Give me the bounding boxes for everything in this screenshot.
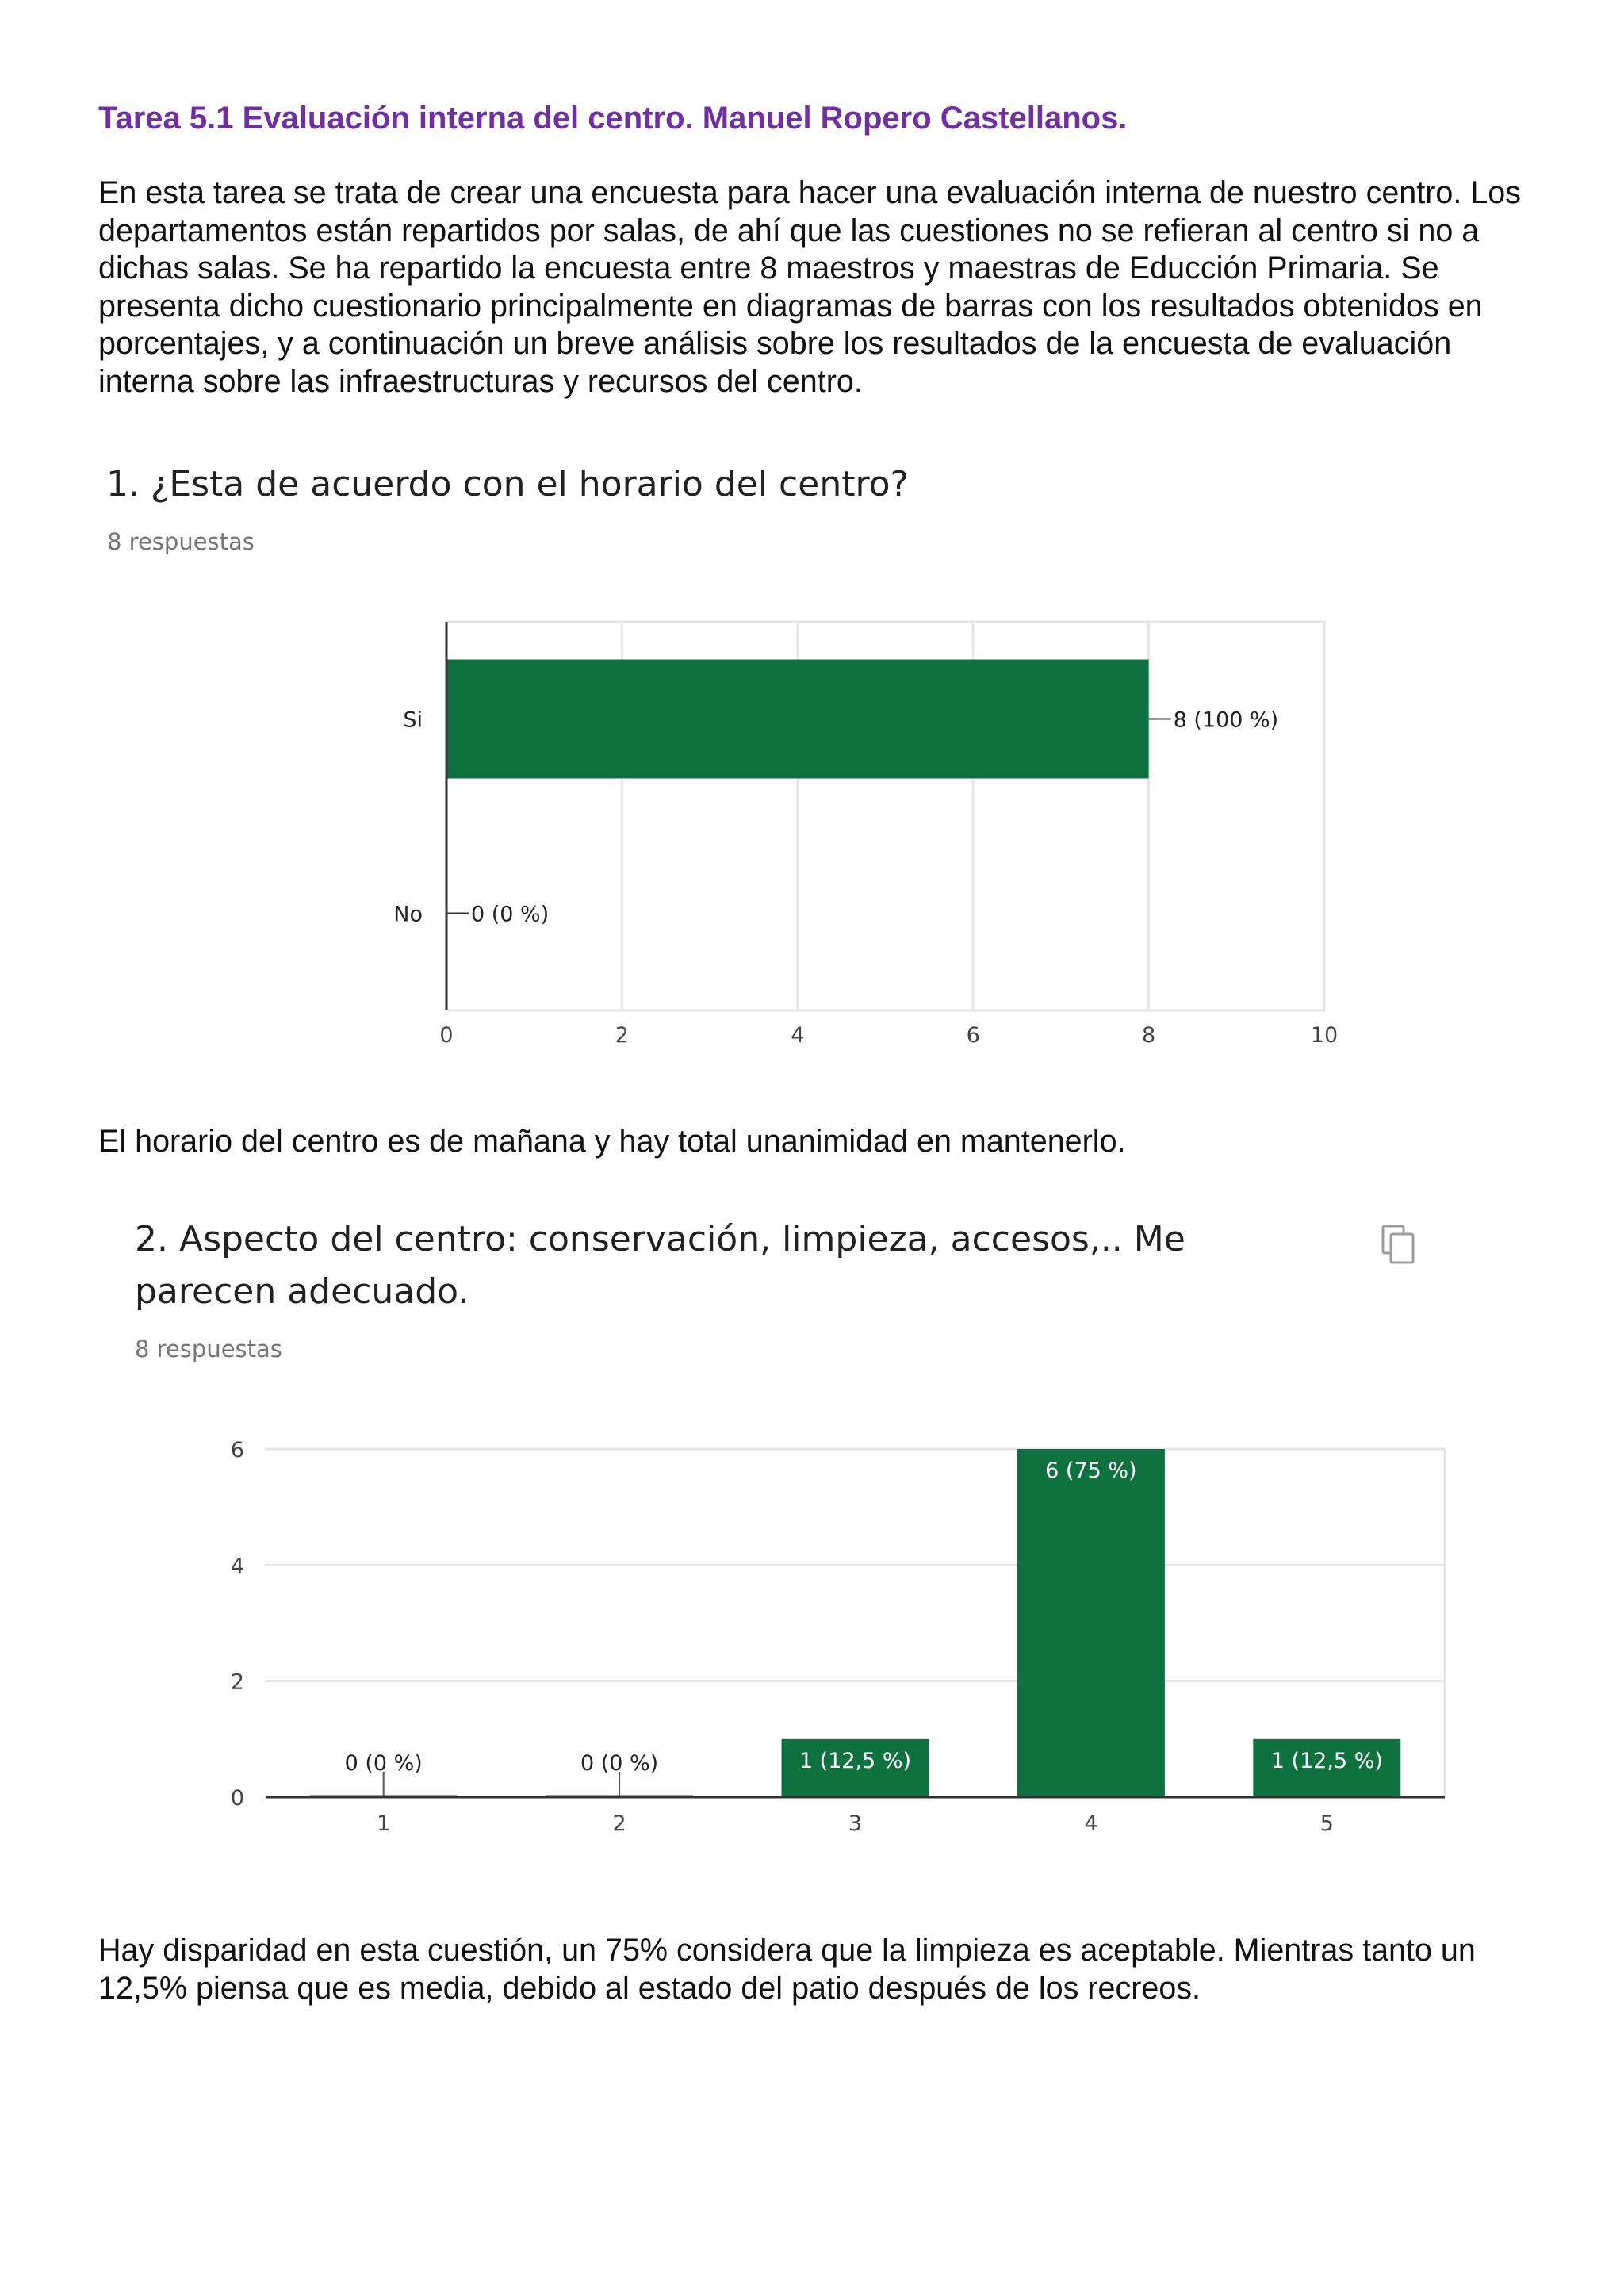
intro-paragraph: En esta tarea se trata de crear una encuesta para hacer una evaluación interna de nuestro centro. Los departamentos están repartidos por salas, de ahí que las cuestiones no se refieran al centro si no a dichas salas. Se ha repartido la encuesta entre 8 maestros y maestras de Educción Primaria. Se presenta dicho cuestionario principalmente en diagramas de barras con los resultados obtenidos en porcentajes, y a continuación un breve análisis sobre los resultados de la encuesta de evaluación interna sobre las infraestructuras y recursos del centro. [98, 175, 1522, 399]
chart-2-data-label: 6 (75 %) [1045, 1458, 1137, 1483]
chart-2-category-label: 3 [848, 1811, 863, 1836]
chart-1-tick-label: 10 [1310, 1023, 1339, 1048]
chart-1-tick-label: 6 [966, 1023, 980, 1048]
chart-2-category-label: 2 [612, 1811, 626, 1836]
chart-1-tick-label: 4 [791, 1023, 805, 1048]
chart-1-category-label: No [393, 902, 423, 927]
question-1-commentary: El horario del centro es de mañana y hay total unanimidad en mantenerlo. [98, 1124, 1126, 1159]
chart-2-tick-label: 6 [230, 1438, 244, 1462]
question-1-title: 1. ¿Esta de acuerdo con el horario del centro? [106, 464, 909, 504]
chart-1-data-label: 8 (100 %) [1173, 707, 1279, 733]
chart-2-category-label: 1 [377, 1811, 391, 1836]
chart-1-tick-label: 2 [615, 1023, 629, 1048]
chart-1-tick-label: 0 [439, 1023, 454, 1048]
chart-2-category-label: 4 [1084, 1811, 1098, 1836]
copy-icon[interactable] [1381, 1225, 1416, 1270]
question-1-chart [0, 603, 1624, 1055]
question-1-response-count: 8 respuestas [107, 528, 255, 555]
chart-1-category-label: Si [403, 707, 423, 733]
question-2-response-count: 8 respuestas [135, 1336, 282, 1363]
chart-2-data-label: 0 (0 %) [344, 1751, 423, 1776]
chart-1-bar [446, 660, 1149, 779]
document-title: Tarea 5.1 Evaluación interna del centro. Manuel Ropero Castellanos. [98, 101, 1128, 136]
chart-2-data-label: 1 (12,5 %) [1270, 1748, 1383, 1773]
chart-2-tick-label: 2 [230, 1669, 244, 1695]
chart-2-tick-label: 0 [230, 1786, 244, 1811]
question-2-title: 2. Aspecto del centro: conservación, limpieza, accesos,.. Me parecen adecuado. [135, 1219, 1185, 1312]
chart-1-tick-label: 8 [1142, 1023, 1156, 1048]
chart-2-category-label: 5 [1320, 1811, 1334, 1836]
chart-2-data-label: 1 (12,5 %) [799, 1748, 912, 1773]
chart-2-bar [1017, 1449, 1165, 1797]
chart-2-tick-label: 4 [230, 1554, 244, 1579]
chart-2-data-label: 0 (0 %) [580, 1751, 659, 1776]
question-2-commentary: Hay disparidad en esta cuestión, un 75% considera que la limpieza es aceptable. Mientras tanto un 12,5% piensa que es media, debido al estado del patio después de los recreos. [98, 1933, 1476, 2006]
question-2-chart [0, 1428, 1624, 1856]
chart-1-data-label: 0 (0 %) [471, 902, 550, 927]
